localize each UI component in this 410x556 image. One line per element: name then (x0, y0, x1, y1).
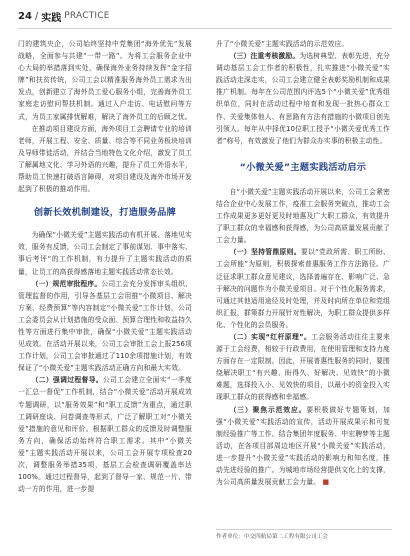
left-column (18, 38, 192, 495)
paragraph-lead: （三）注重考核激励。 (229, 52, 300, 61)
paragraph-body: 公司工会充分发挥审头组织、管理监督的作用，引导各基层工会用推“小微项目、解决方案、经费预算”等内容制定“小微关爱”工作计划，公司工会委员会从计划措施的受众面、预算合理性和收益持久性等方面进行集中审批，确保“小微关爱”主题实践活动见成效。在活动开展以来，公司工会审批工会上报256项工作计划，公司工会审批通过了110余项措施计划，有效保证了“小微关爱”主题实践活动正确方向和最大实效。 (18, 279, 193, 373)
byline-rule (216, 529, 392, 530)
paragraph-lead: （二）强调过程督导。 (31, 376, 103, 385)
paragraph (18, 374, 192, 495)
paragraph-lead: （一）坚持管鼎原则。 (229, 248, 301, 257)
section-title: 实践 (41, 12, 62, 24)
paragraph (216, 50, 390, 147)
paragraph-body: 为选树典型、表彰先进，充分调动基层工会工作者的积极性，扎实推进“小微关爱”实践活动走深走实，公司工会建立健全表彰奖励机制和成果推广机制。每年在公司范围内评选5个“小微关爱”优秀组织单位，同时在活动过程中培育和发现一批热心群众工作、关爱集体他人、有思路有方法有措施的小微项目创先引领人。每年从中择优10位职工授予“小微关爱优秀工作者”称号，有效激发了他们为群众办实事的积极主动性。 (216, 52, 391, 145)
header-separator: / (34, 10, 39, 22)
paragraph (216, 404, 390, 489)
author-byline: 作者单位：中交四航局第二工程有限公司工会 (216, 534, 328, 540)
page-number: 24 (18, 10, 32, 22)
right-column (216, 38, 390, 488)
page-header (18, 8, 110, 24)
end-mark-icon: ■ (322, 478, 330, 487)
paragraph-body: 工会服务活动往往主要来源于工会经费，相较于行政费用，在使用管理和支持力度方面存在一定限制。因此，开展普惠性服务的同时，要围绕解决职工“有兴趣、盼得久、好解决、见效快”的小微难题，选择投入小、见效快的项目，以最小的资金投入实现职工群众的获得感和幸福感。 (216, 332, 391, 402)
paragraph (18, 278, 192, 375)
paragraph-lead: （一）规范审批程序。 (31, 279, 102, 288)
paragraph-body: 要积极做好专题策划，加强“小微关爱”实践活动的宣传，活动开展成果示和可复制经验推广等工作。结合集团年度服务、中宏聘梦等主题活动，在各项目部周边地区开展“小微关爱”实践活动，进一步提升“小微关爱”实践活动的影响力和知名度，推动先进经验的推广。为城地市场经营提供文化上的支撑，为公司高质量发展贡献工会力量。 (216, 405, 391, 487)
paragraph: 门的建筑央企，公司始终坚持中党集团“海外优先”发展战略，全面参与共建“一带一路”。为将工会服务企业中心大局的举措落到实处，确保海外业务持续发挥“金字招牌”和扶贫传统，公司工会以精准服务海外员工需求为出发点，创新建立了海外员工爱心服务小组，完善海外员工家庭走访慰问帮扶机制。通过入户走访、电话慰问等方式，为员工家属排忧解难，解决了海外员工的后顾之忧。 (18, 40, 192, 121)
paragraph-body: 要以“党政所需、职工所盼、工会所能”为原则，积极探索普惠服务工作方法路径。广泛征求职工群众意见建议，选择普遍存在、影响广泛、急于解决的问题作为小微关爱项目。对于个性化服务需求，可通过其他适用途径及时处理，并及时向所在单位和党组织汇报，群策群力开展针对性解决，为职工群众提供多样化、个性化的会员服务。 (216, 248, 390, 329)
section-heading: “小微关爱”主题实践活动启示 (239, 161, 367, 173)
paragraph: 升了“小微关爱”主题实践活动的示范效应。 (216, 40, 349, 48)
paragraph-body: 公司工会建立全面实“一季度一汇总一督促”工作机制，结合“小微关爱”活动开展成效专题调研，以“服务效果”和“职工反馈”为重点，通过职工调研座谈、问卷调查等形式，广泛了解职工对“小微关爱”措施的意见和评价。根据职工群众的反馈及时调整服务方向，确保活动始终符合职工需求。其中“小微关爱”主题实践活动开展以来，公司工会开展专项检查20次，调整服务举措35项，基层工会检查调研覆盖率达100%。通过过程督导，起到了督导一家、规范一片、带动一方的作用，进一步提 (18, 376, 192, 494)
paragraph-lead: （二）实现“红杆原理”。 (229, 332, 312, 341)
header-rule (18, 28, 392, 29)
paragraph: 为确保“小微关爱”主题实践活动有机开展、落地见实效，服务有反馈，公司工会制定了事前谋划、事中落实、事后考评“的工作机制，有力提升了主题实践活动的质量，让员工的高获得感落地主题实践活动常态长效。 (18, 231, 192, 276)
paragraph: 在推动项目建设方面，海外项目工会聘请专业的培训老师，开展工程、安全、质量、综合等不同业务板块培训及导师带徒活动，并结合当地特色文化介绍，激发了员工了解属地文化、学习外语的兴趣，提升了员工外语水平，帮助员工快速打破语言障碍，对项目建设及海外市场开发起到了积极的推动作用。 (18, 124, 192, 194)
section-title-en: PRACTICE (64, 11, 110, 21)
paragraph: 自“小微关爱”主题实践活动开展以来，公司工会紧密结合企业中心发展工作，疫准工会服务突破点，推动工会工作成果更多更好更及时地惠及广大职工群众，有效提升了职工群众的幸福感和获得感，为公司高质量发展贡献了工会力量。 (216, 187, 390, 245)
section-heading: 创新长效机制建设，打造服务品牌 (33, 207, 177, 219)
paragraph (216, 246, 390, 331)
paragraph-lead: （三）聚焦示范效应。 (229, 405, 307, 414)
paragraph (216, 331, 390, 404)
